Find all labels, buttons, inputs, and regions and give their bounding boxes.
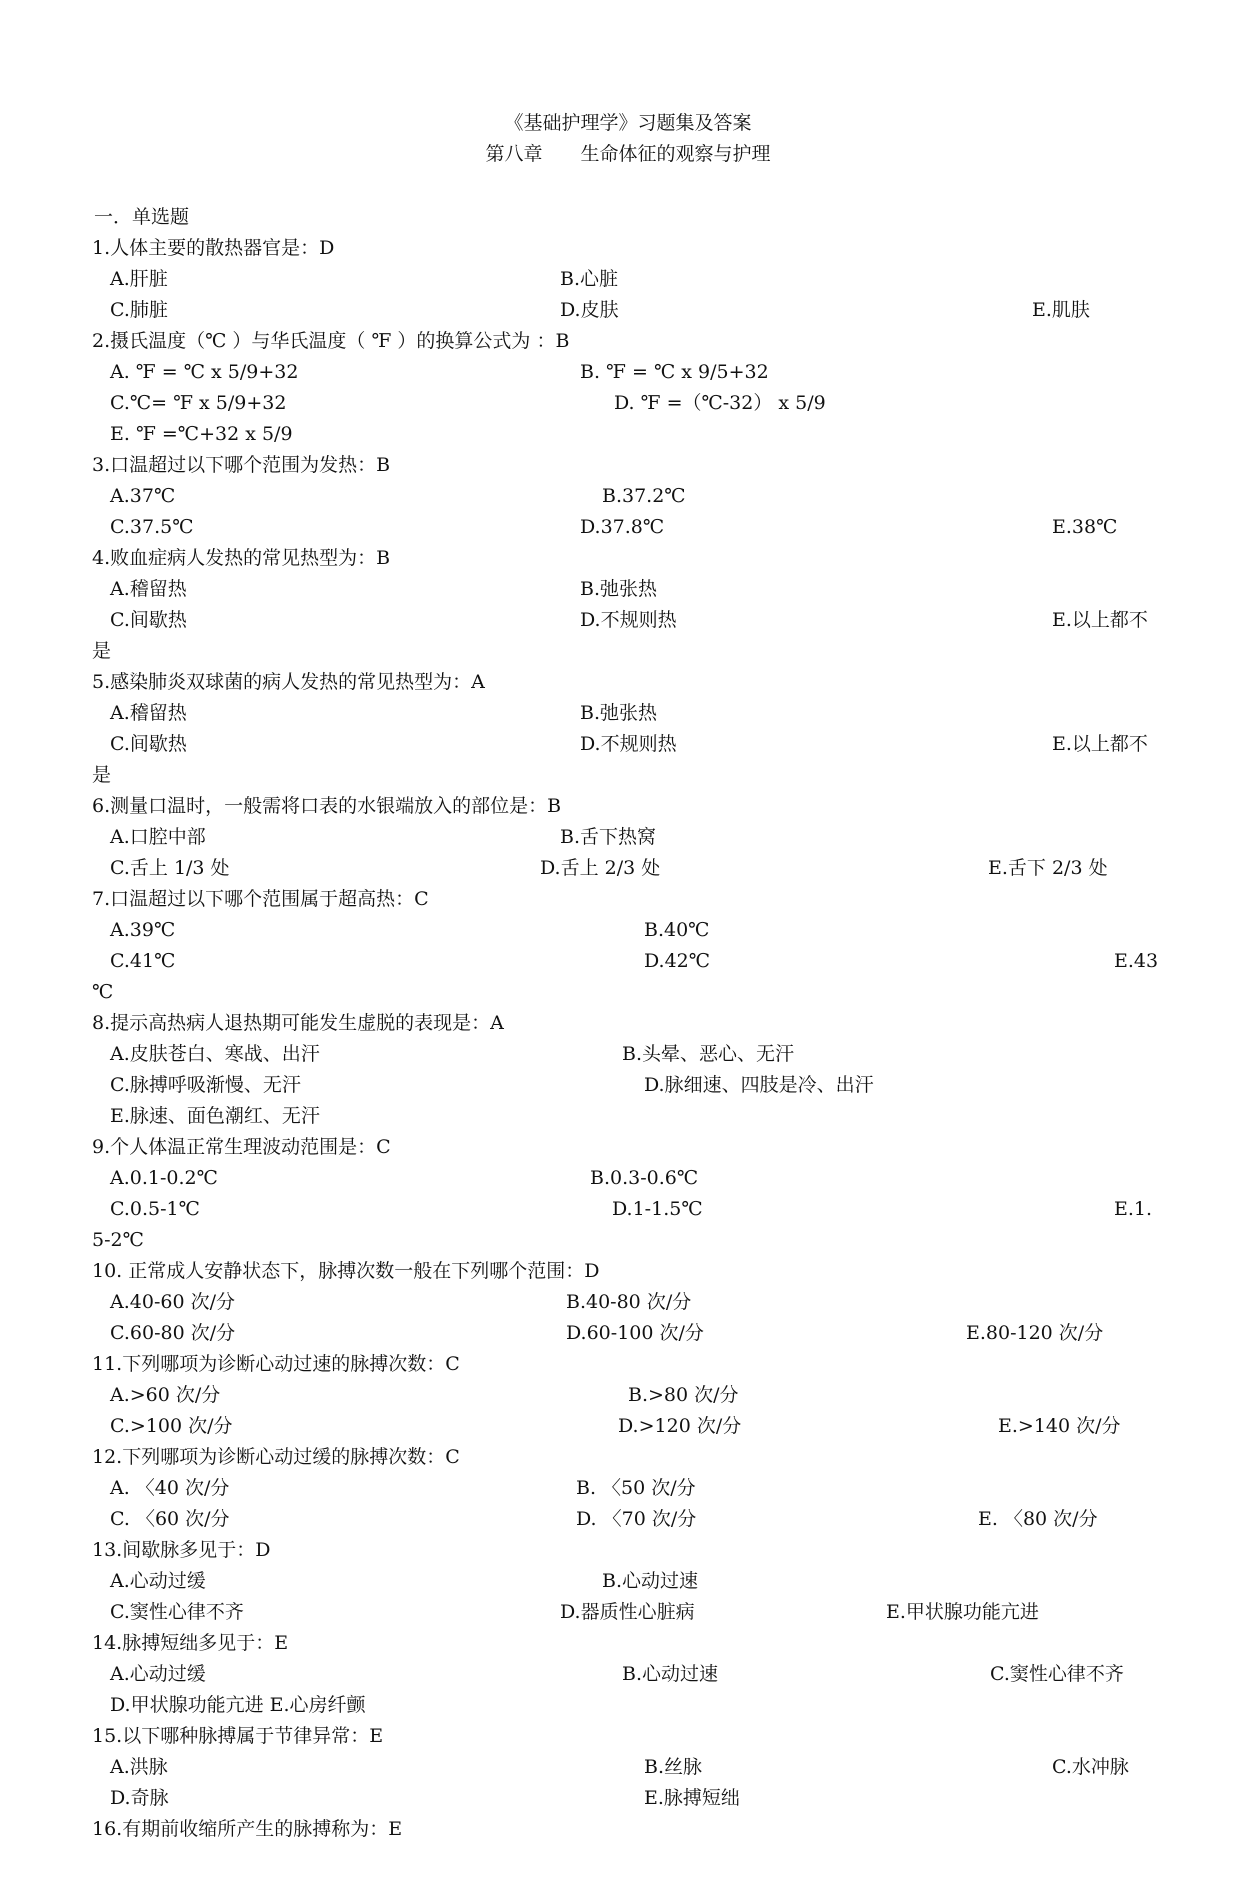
question-5-option-d: D.不规则热	[580, 733, 677, 755]
question-7-option-e-wrap: ℃	[92, 981, 114, 1003]
question-3-option-d: D.37.8℃	[580, 516, 665, 538]
question-12-option-a: A. 〈40 次/分	[110, 1477, 230, 1499]
question-10-option-e: E.80-120 次/分	[966, 1322, 1104, 1344]
question-6-option-b: B.舌下热窝	[560, 826, 657, 848]
question-6-option-e: E.舌下 2/3 处	[988, 857, 1108, 879]
question-2-stem: 2.摄氏温度（℃ ）与华氏温度（ ℉ ）的换算公式为 ：B	[92, 330, 570, 352]
question-11-option-b: B.>80 次/分	[628, 1384, 739, 1406]
question-11-option-e: E.>140 次/分	[998, 1415, 1121, 1437]
question-1-option-a: A.肝脏	[110, 268, 168, 290]
question-4-option-c: C.间歇热	[110, 609, 187, 631]
question-6-option-d: D.舌上 2/3 处	[540, 857, 661, 879]
question-11-option-c: C.>100 次/分	[110, 1415, 233, 1437]
question-15-option-d: D.奇脉	[110, 1787, 169, 1809]
question-9-option-e-wrap: 5-2℃	[92, 1229, 144, 1251]
question-15-option-c: C.水冲脉	[1052, 1756, 1129, 1778]
question-1-option-b: B.心脏	[560, 268, 619, 290]
question-14-option-de: D.甲状腺功能亢进 E.心房纤颤	[110, 1694, 366, 1716]
question-9-option-c: C.0.5-1℃	[110, 1198, 200, 1220]
question-4-option-e-wrap: 是	[92, 640, 112, 662]
question-11-option-a: A.>60 次/分	[110, 1384, 221, 1406]
question-4-option-b: B.弛张热	[580, 578, 658, 600]
question-12-option-e: E. 〈80 次/分	[978, 1508, 1098, 1530]
question-13-option-a: A.心动过缓	[110, 1570, 206, 1592]
question-8-stem: 8.提示高热病人退热期可能发生虚脱的表现是：A	[92, 1012, 504, 1034]
question-11-option-d: D.>120 次/分	[618, 1415, 742, 1437]
question-14-option-c: C.窦性心律不齐	[990, 1663, 1124, 1685]
question-3-stem: 3.口温超过以下哪个范围为发热：B	[92, 454, 391, 476]
question-8-option-a: A.皮肤苍白、寒战、出汗	[110, 1043, 320, 1065]
question-1-stem: 1.人体主要的散热器官是：D	[92, 237, 335, 259]
question-5-option-e: E.以上都不	[1052, 733, 1148, 755]
question-7-option-a: A.39℃	[110, 919, 176, 941]
question-2-option-c: C.℃= ℉ x 5/9+32	[110, 392, 287, 414]
question-8-option-c: C.脉搏呼吸渐慢、无汗	[110, 1074, 301, 1096]
question-5-option-e-wrap: 是	[92, 764, 112, 786]
question-2-option-b: B. ℉ = ℃ x 9/5+32	[580, 361, 769, 383]
question-14-stem: 14.脉搏短绌多见于：E	[92, 1632, 289, 1654]
question-4-stem: 4.败血症病人发热的常见热型为：B	[92, 547, 391, 569]
question-9-option-d: D.1-1.5℃	[612, 1198, 703, 1220]
question-14-option-b: B.心动过速	[622, 1663, 719, 1685]
question-9-stem: 9.个人体温正常生理波动范围是：C	[92, 1136, 391, 1158]
question-6-option-a: A.口腔中部	[110, 826, 206, 848]
question-5-option-c: C.间歇热	[110, 733, 187, 755]
question-7-option-e: E.43	[1114, 950, 1159, 972]
question-6-option-c: C.舌上 1/3 处	[110, 857, 230, 879]
question-15-option-b: B.丝脉	[644, 1756, 703, 1778]
question-7-option-d: D.42℃	[644, 950, 711, 972]
chapter-title: 第八章 生命体征的观察与护理	[485, 143, 771, 165]
question-12-stem: 12.下列哪项为诊断心动过缓的脉搏次数：C	[92, 1446, 460, 1468]
question-3-option-c: C.37.5℃	[110, 516, 194, 538]
question-13-option-e: E.甲状腺功能亢进	[886, 1601, 1039, 1623]
question-9-option-e: E.1.	[1114, 1198, 1153, 1220]
question-9-option-a: A.0.1-0.2℃	[110, 1167, 218, 1189]
question-3-option-b: B.37.2℃	[602, 485, 686, 507]
question-2-option-e: E. ℉ =℃+32 x 5/9	[110, 423, 293, 445]
question-12-option-d: D. 〈70 次/分	[576, 1508, 697, 1530]
question-10-stem: 10. 正常成人安静状态下，脉搏次数一般在下列哪个范围：D	[92, 1260, 600, 1282]
question-1-option-e: E.肌肤	[1032, 299, 1090, 321]
question-10-option-b: B.40-80 次/分	[566, 1291, 692, 1313]
question-6-stem: 6.测量口温时，一般需将口表的水银端放入的部位是：B	[92, 795, 562, 817]
question-2-option-d: D. ℉ =（℃-32） x 5/9	[614, 392, 826, 414]
question-15-option-a: A.洪脉	[110, 1756, 168, 1778]
question-13-option-b: B.心动过速	[602, 1570, 699, 1592]
question-12-option-c: C. 〈60 次/分	[110, 1508, 230, 1530]
question-16-stem: 16.有期前收缩所产生的脉搏称为：E	[92, 1818, 403, 1840]
question-5-option-b: B.弛张热	[580, 702, 658, 724]
question-7-option-b: B.40℃	[644, 919, 710, 941]
question-7-option-c: C.41℃	[110, 950, 176, 972]
question-3-option-a: A.37℃	[110, 485, 176, 507]
question-5-stem: 5.感染肺炎双球菌的病人发热的常见热型为：A	[92, 671, 485, 693]
question-3-option-e: E.38℃	[1052, 516, 1118, 538]
question-13-stem: 13.间歇脉多见于：D	[92, 1539, 271, 1561]
question-8-option-e: E.脉速、面色潮红、无汗	[110, 1105, 320, 1127]
question-15-stem: 15.以下哪种脉搏属于节律异常：E	[92, 1725, 384, 1747]
question-12-option-b: B. 〈50 次/分	[576, 1477, 696, 1499]
question-11-stem: 11.下列哪项为诊断心动过速的脉搏次数：C	[92, 1353, 460, 1375]
question-1-option-c: C.肺脏	[110, 299, 168, 321]
question-4-option-a: A.稽留热	[110, 578, 187, 600]
question-1-option-d: D.皮肤	[560, 299, 619, 321]
question-10-option-d: D.60-100 次/分	[566, 1322, 704, 1344]
question-10-option-c: C.60-80 次/分	[110, 1322, 236, 1344]
question-8-option-d: D.脉细速、四肢是冷、出汗	[644, 1074, 874, 1096]
question-10-option-a: A.40-60 次/分	[110, 1291, 235, 1313]
question-7-stem: 7.口温超过以下哪个范围属于超高热：C	[92, 888, 429, 910]
question-13-option-c: C.窦性心律不齐	[110, 1601, 244, 1623]
question-9-option-b: B.0.3-0.6℃	[590, 1167, 699, 1189]
document-title: 《基础护理学》习题集及答案	[504, 112, 752, 134]
question-4-option-d: D.不规则热	[580, 609, 677, 631]
question-4-option-e: E.以上都不	[1052, 609, 1148, 631]
question-15-option-e: E.脉搏短绌	[644, 1787, 740, 1809]
question-8-option-b: B.头晕、恶心、无汗	[622, 1043, 795, 1065]
question-2-option-a: A. ℉ = ℃ x 5/9+32	[110, 361, 299, 383]
question-5-option-a: A.稽留热	[110, 702, 187, 724]
question-13-option-d: D.器质性心脏病	[560, 1601, 695, 1623]
section-heading: 一．单选题	[94, 206, 190, 228]
question-14-option-a: A.心动过缓	[110, 1663, 206, 1685]
